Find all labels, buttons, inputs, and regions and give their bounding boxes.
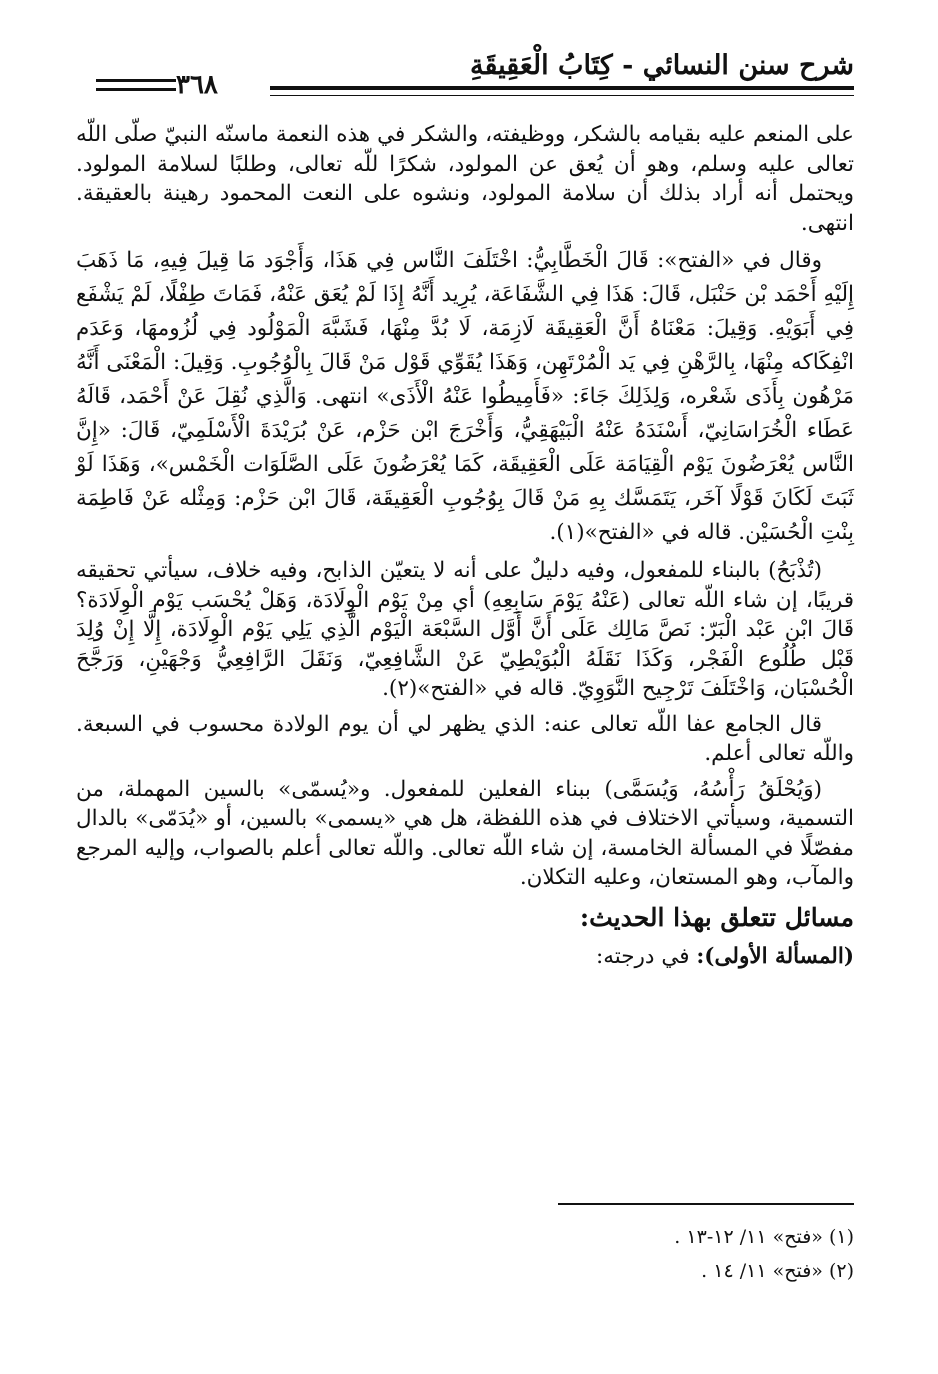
first-issue-label: (المسألة الأولى): — [696, 943, 854, 969]
paragraph-continuation: على المنعم عليه بقيامه بالشكر، ووظيفته، والشكر في هذه النعمة ماسنّه النبيّ صلّى اللّه تعالى عليه وسلم، وهو أن يُعق عن المولود، شكرًا للّه تعالى، وطلبًا لسلامة المولود. ويحتمل أنه أراد بذلك أن سلامة المولود، ونشوه على النعت المحمود رهينة بالعقيقة. انتهى. — [76, 122, 854, 236]
paragraph-yuhlaq: (وَيُحْلَقُ رَأْسُهُ، وَيُسَمَّى) ببناء الفعلين للمفعول. و«يُسمّى» بالسين المهملة، من التسمية، وسيأتي الاختلاف في هذه اللفظة، هل هي «يسمى» بالسين، أو «يُدَمّى» بالدال مفصّلًا في المسألة الخامسة، إن شاء اللّه تعالى. واللّه تعالى أعلم بالصواب، وإليه المرجع والمآب، وهو المستعان، وعليه التكلان. — [76, 776, 854, 890]
first-issue-text: في درجته: — [595, 943, 690, 969]
section-heading: مسائل تتعلق بهذا الحديث: — [579, 902, 854, 932]
footnote-2: (٢) «فتح» ١١/ ١٤ . — [701, 1260, 854, 1282]
paragraph-tudhbah: (تُذْبَحُ) بالبناء للمفعول، وفيه دليلٌ على أنه لا يتعيّن الذابح، وفيه خلاف، سيأتي تحقيقه قريبًا، إن شاء اللّه تعالى (عَنْهُ يَوْمَ سَابِعِهِ) أي مِنْ يَوْم الْوِلَادَة، وَهَلْ يُحْسَب يَوْم الْوِلَادَة؟ قَالَ ابْن عَبْد الْبَرّ: نَصَّ مَالِك عَلَى أَنَّ أَوَّل السَّبْعَة الْيَوْم الَّذِي يَلِي يَوْم الْوِلَادَة، إِلَّا إِنْ وُلِدَ قَبْل طُلُوع الْفَجْر، وَكَذَا نَقَلَهُ الْبُوَيْطِيّ عَنْ الشَّافِعِيّ، وَنَقَلَ الرَّافِعِيُّ وَجْهَيْنِ، وَرَجَّحَ الْحُسْبَان، وَاخْتَلَفَ تَرْجِيح النَّوَوِيّ. قاله في «الفتح»(٢). — [76, 558, 854, 701]
footnote-1: (١) «فتح» ١١/ ١٢-١٣ . — [674, 1226, 854, 1248]
page-number-ornament — [96, 79, 176, 91]
header-rule — [270, 86, 854, 96]
footnotes — [84, 1220, 854, 1288]
footnote-separator — [558, 1203, 854, 1205]
paragraph-jami-note: قال الجامع عفا اللّه تعالى عنه: الذي يظهر لي أن يوم الولادة محسوب في السبعة. واللّه تعالى أعلم. — [76, 711, 854, 766]
page-body — [76, 120, 854, 973]
page-number: ٣٦٨ — [176, 70, 218, 100]
running-title: شرح سنن النسائي - كِتَابُ الْعَقِيقَةِ — [469, 50, 854, 81]
page-header — [84, 48, 854, 98]
page-number-block — [84, 70, 218, 100]
paragraph-fath-quote: وقال في «الفتح»: قَالَ الْخَطَّابِيُّ: اخْتَلَفَ النَّاس فِي هَذَا، وَأَجْوَد مَا قِيلَ فِيهِ، مَا ذَهَبَ إِلَيْهِ أَحْمَد بْن حَنْبَل، قَالَ: هَذَا فِي الشَّفَاعَة، يُرِيد أَنَّهُ إِذَا لَمْ يُعَق عَنْهُ، فَمَاتَ طِفْلًا، لَمْ يَشْفَع فِي أَبَوَيْهِ. وَقِيلَ: مَعْنَاهُ أَنَّ الْعَقِيقَة لَازِمَة، لَا بُدَّ مِنْهَا، فَشَبَّهَ الْمَوْلُود فِي لُزُومهَا، وَعَدَم انْفِكَاكه مِنْهَا، بِالرَّهْنِ فِي يَد الْمُرْتَهِن، وَهَذَا يُقَوِّي قَوْل مَنْ قَالَ بِالْوُجُوبِ. وَقِيلَ: الْمَعْنَى أَنَّهُ مَرْهُون بِأَذَى شَعْره، وَلِذَلِكَ جَاءَ: «فَأَمِيطُوا عَنْهُ الْأَذَى» انتهى. وَالَّذِي نُقِلَ عَنْ أَحْمَد، قَالَهُ عَطَاء الْخُرَاسَانِيّ، أَسْنَدَهُ عَنْهُ الْبَيْهَقِيُّ، وَأَخْرَجَ ابْن حَزْم، عَنْ بُرَيْدَةَ الْأَسْلَمِيّ، قَالَ: «إِنَّ النَّاس يُعْرَضُونَ يَوْم الْقِيَامَة عَلَى الْعَقِيقَة، كَمَا يُعْرَضُونَ عَلَى الصَّلَوَات الْخَمْس»، وَهَذَا لَوْ ثَبَتَ لَكَانَ قَوْلًا آخَر، يَتَمَسَّك بِهِ مَنْ قَالَ بِوُجُوبِ الْعَقِيقَة، قَالَ ابْن حَزْم: وَمِثْله عَنْ فَاطِمَة بِنْتِ الْحُسَيْن. قاله في «الفتح»(١). — [76, 248, 854, 545]
first-issue — [76, 941, 854, 973]
